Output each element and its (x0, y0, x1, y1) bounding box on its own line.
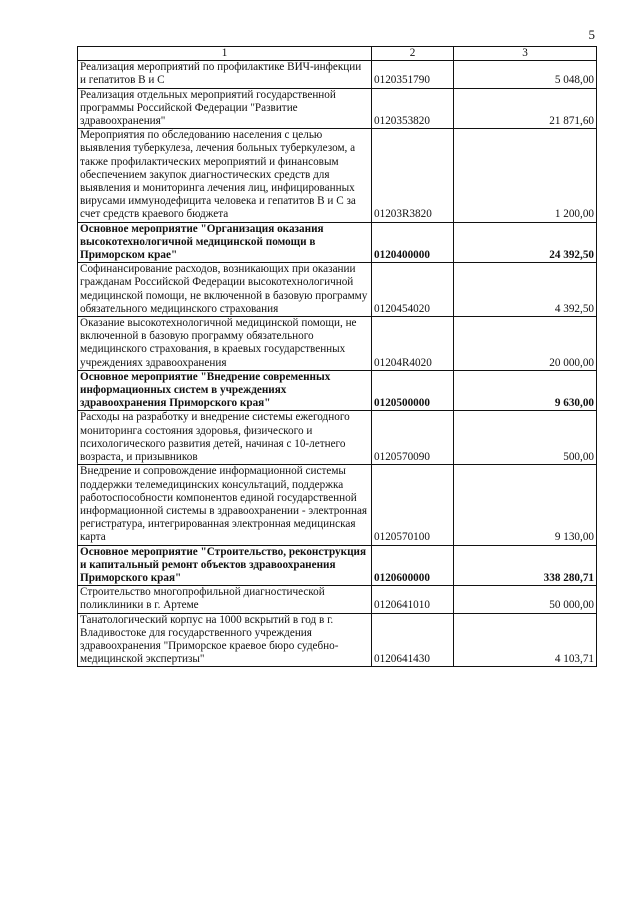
row-name-cell: Основное мероприятие "Строительство, реконструкция и капитальный ремонт объектов здравоохранения Приморского края" (78, 545, 372, 586)
row-code-cell: 0120641010 (372, 586, 454, 613)
table-row (78, 61, 597, 88)
row-amount-cell: 4 103,71 (454, 613, 597, 667)
row-amount-cell: 9 130,00 (454, 465, 597, 545)
row-code-cell: 0120351790 (372, 61, 454, 88)
page-number: 5 (588, 27, 595, 42)
table-row (78, 411, 597, 465)
row-amount-cell: 20 000,00 (454, 317, 597, 371)
row-code-cell: 0120500000 (372, 370, 454, 411)
table-row (78, 263, 597, 317)
table-row (78, 586, 597, 613)
table-row (78, 129, 597, 222)
row-amount-cell: 21 871,60 (454, 88, 597, 129)
table-body (78, 61, 597, 667)
row-name-cell: Реализация мероприятий по профилактике ВИЧ-инфекции и гепатитов В и С (78, 61, 372, 88)
row-name-cell: Строительство многопрофильной диагностической поликлиники в г. Артеме (78, 586, 372, 613)
table-row-main-activity (78, 545, 597, 586)
row-amount-cell: 50 000,00 (454, 586, 597, 613)
column-header-2: 2 (372, 47, 454, 61)
row-code-cell: 0120570100 (372, 465, 454, 545)
table-row (78, 613, 597, 667)
table-row (78, 317, 597, 371)
row-code-cell: 0120454020 (372, 263, 454, 317)
row-code-cell: 0120570090 (372, 411, 454, 465)
row-code-cell: 0120641430 (372, 613, 454, 667)
row-code-cell: 0120600000 (372, 545, 454, 586)
table-header-row (78, 47, 597, 61)
row-amount-cell: 338 280,71 (454, 545, 597, 586)
column-header-3: 3 (454, 47, 597, 61)
row-amount-cell: 1 200,00 (454, 129, 597, 222)
table-row-main-activity (78, 370, 597, 411)
row-amount-cell: 500,00 (454, 411, 597, 465)
row-name-cell: Оказание высокотехнологичной медицинской помощи, не включенной в базовую программу обязательного медицинского страхования, в краевых государственных учреждениях здравоохранения (78, 317, 372, 371)
row-name-cell: Расходы на разработку и внедрение системы ежегодного мониторинга состояния здоровья, физического и психологического развития детей, начиная с 10-летнего возраста, и призывников (78, 411, 372, 465)
row-amount-cell: 24 392,50 (454, 222, 597, 263)
row-name-cell: Основное мероприятие "Внедрение современных информационных систем в учреждениях здравоохранения Приморского края" (78, 370, 372, 411)
row-code-cell: 0120400000 (372, 222, 454, 263)
row-amount-cell: 9 630,00 (454, 370, 597, 411)
row-code-cell: 0120353820 (372, 88, 454, 129)
row-name-cell: Основное мероприятие "Организация оказания высокотехнологичной медицинской помощи в Приморском крае" (78, 222, 372, 263)
row-name-cell: Танатологический корпус на 1000 вскрытий в год в г. Владивостоке для государственного учреждения здравоохранения "Приморское краевое бюро судебно-медицинской экспертизы" (78, 613, 372, 667)
column-header-1: 1 (78, 47, 372, 61)
table-row-main-activity (78, 222, 597, 263)
budget-table (77, 46, 597, 667)
row-amount-cell: 5 048,00 (454, 61, 597, 88)
row-amount-cell: 4 392,50 (454, 263, 597, 317)
row-name-cell: Софинансирование расходов, возникающих при оказании гражданам Российской Федерации высокотехнологичной медицинской помощи, не включенной в базовую программу обязательного медицинского страхования (78, 263, 372, 317)
row-name-cell: Реализация отдельных мероприятий государственной программы Российской Федерации "Развитие здравоохранения" (78, 88, 372, 129)
table-row (78, 88, 597, 129)
row-name-cell: Мероприятия по обследованию населения с целью выявления туберкулеза, лечения больных туберкулезом, а также профилактических мероприятий и финансовым обеспечением закупок диагностических средств для выявления и мониторинга лечения лиц, инфицированных вирусами иммунодефицита человека и гепатитов В и С за счет средств краевого бюджета (78, 129, 372, 222)
row-name-cell: Внедрение и сопровождение информационной системы поддержки телемедицинских консультаций, поддержка работоспособности компонентов единой государственной информационной системы в здравоохранении - электронная регистратура, интегрированная электронная медицинская карта (78, 465, 372, 545)
row-code-cell: 01204R4020 (372, 317, 454, 371)
table-row (78, 465, 597, 545)
row-code-cell: 01203R3820 (372, 129, 454, 222)
